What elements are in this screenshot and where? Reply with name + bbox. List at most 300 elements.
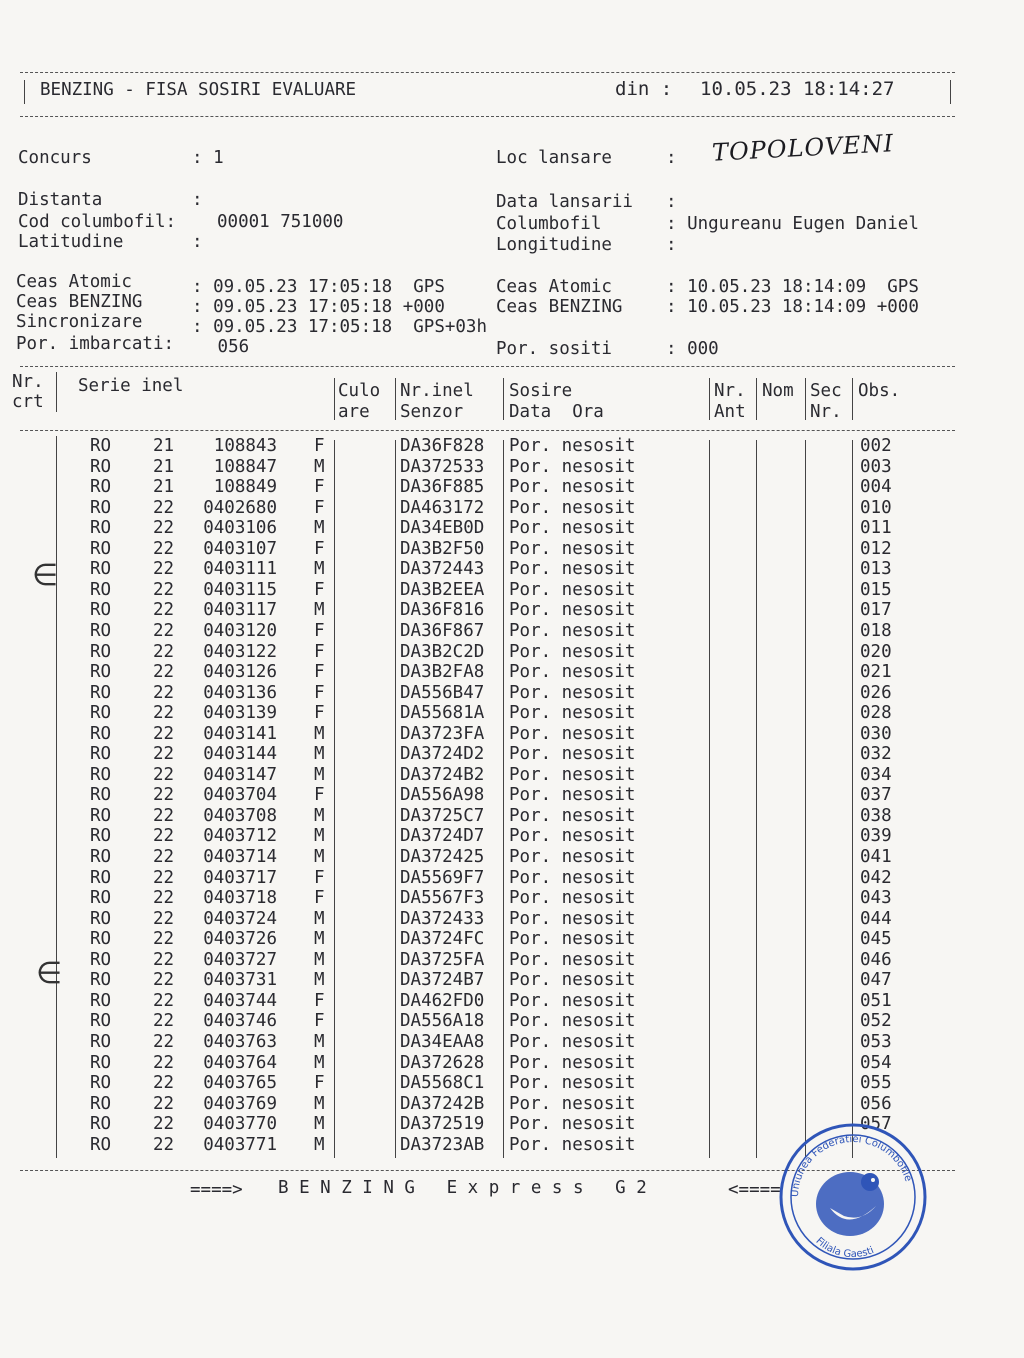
cell-tara: RO bbox=[90, 1114, 112, 1135]
cell-sosire: Por. nesosit bbox=[509, 600, 636, 621]
cell-nr: 0403144 bbox=[203, 744, 277, 765]
cell-an: 22 bbox=[153, 600, 175, 621]
cell-sosire: Por. nesosit bbox=[509, 682, 636, 703]
cell-sosire: Por. nesosit bbox=[509, 1031, 636, 1052]
table-row bbox=[0, 642, 1024, 663]
cell-senzor: DA3B2C2D bbox=[400, 641, 485, 662]
cell-an: 22 bbox=[153, 703, 175, 724]
cell-sosire: Por. nesosit bbox=[509, 456, 636, 477]
table-row bbox=[0, 1073, 1024, 1094]
cell-an: 22 bbox=[153, 826, 175, 847]
ceas-atomic-end-value: : 10.05.23 18:14:09 GPS bbox=[666, 277, 919, 297]
cell-sex: M bbox=[314, 1031, 325, 1052]
columbofil-value: : Ungureanu Eugen Daniel bbox=[666, 214, 919, 234]
table-row bbox=[0, 539, 1024, 560]
cell-tara: RO bbox=[90, 888, 112, 909]
cell-senzor: DA372425 bbox=[400, 847, 485, 867]
col-sosire-1: Sosire bbox=[509, 381, 573, 401]
data-lansarii-value: : bbox=[666, 192, 677, 212]
cell-obs: 041 bbox=[860, 847, 892, 867]
col-nr-crt-2: crt bbox=[12, 392, 44, 412]
cell-sex: F bbox=[314, 888, 325, 909]
cell-sosire: Por. nesosit bbox=[509, 477, 636, 498]
header-right-bar bbox=[950, 80, 951, 104]
report-date: 10.05.23 18:14:27 bbox=[700, 78, 895, 100]
col-nr-inel-2: Senzor bbox=[400, 402, 464, 422]
table-row bbox=[0, 559, 1024, 580]
cell-senzor: DA3B2EEA bbox=[400, 579, 485, 600]
cell-sosire: Por. nesosit bbox=[509, 723, 636, 744]
cell-sex: M bbox=[314, 1093, 325, 1114]
cell-obs: 018 bbox=[860, 620, 892, 641]
cell-senzor: DA3B2F50 bbox=[400, 538, 485, 559]
cell-nr: 0403712 bbox=[203, 826, 277, 847]
table-row bbox=[0, 929, 1024, 950]
cell-senzor: DA372443 bbox=[400, 559, 485, 580]
cell-nr: 0403115 bbox=[203, 579, 277, 600]
col-divider bbox=[395, 378, 396, 420]
table-row bbox=[0, 477, 1024, 498]
cod-columbofil-label: Cod columbofil: bbox=[18, 212, 177, 232]
cell-sex: F bbox=[314, 867, 325, 888]
cell-tara: RO bbox=[90, 1052, 112, 1073]
latitudine-value: : bbox=[192, 232, 203, 252]
table-row bbox=[0, 436, 1024, 457]
cell-sosire: Por. nesosit bbox=[509, 641, 636, 662]
cell-sex: F bbox=[314, 1073, 325, 1094]
cell-tara: RO bbox=[90, 497, 112, 518]
cell-obs: 026 bbox=[860, 682, 892, 703]
cell-obs: 047 bbox=[860, 970, 892, 991]
cell-sex: M bbox=[314, 805, 325, 826]
cell-nr: 0402680 bbox=[203, 497, 277, 518]
cell-sex: F bbox=[314, 703, 325, 724]
cell-tara: RO bbox=[90, 436, 112, 456]
cell-tara: RO bbox=[90, 518, 112, 539]
cell-sex: M bbox=[314, 1114, 325, 1135]
cell-sosire: Por. nesosit bbox=[509, 620, 636, 641]
cell-sex: M bbox=[314, 908, 325, 929]
cell-nr: 0403120 bbox=[203, 620, 277, 641]
stamp-text-top: Uniunea Federatiei Columbofile bbox=[789, 1133, 914, 1198]
cell-sex: M bbox=[314, 518, 325, 539]
cell-senzor: DA3723FA bbox=[400, 723, 485, 744]
cell-senzor: DA3724D7 bbox=[400, 826, 485, 847]
ceas-benzing-start-label: Ceas BENZING bbox=[16, 292, 143, 312]
ceas-atomic-start-label: Ceas Atomic bbox=[16, 272, 132, 292]
table-row bbox=[0, 518, 1024, 539]
cell-tara: RO bbox=[90, 559, 112, 580]
cell-sex: M bbox=[314, 764, 325, 785]
distanta-value: : bbox=[192, 190, 203, 210]
cell-tara: RO bbox=[90, 990, 112, 1011]
cell-sex: M bbox=[314, 600, 325, 621]
cell-sosire: Por. nesosit bbox=[509, 559, 636, 580]
cell-sosire: Por. nesosit bbox=[509, 579, 636, 600]
cell-an: 21 bbox=[153, 436, 175, 456]
cell-sex: F bbox=[314, 579, 325, 600]
cell-nr: 0403770 bbox=[203, 1114, 277, 1135]
cell-an: 22 bbox=[153, 970, 175, 991]
cell-tara: RO bbox=[90, 929, 112, 950]
cell-tara: RO bbox=[90, 538, 112, 559]
cell-an: 22 bbox=[153, 559, 175, 580]
cell-obs: 011 bbox=[860, 518, 892, 539]
col-divider bbox=[334, 378, 335, 420]
col-obs: Obs. bbox=[858, 381, 901, 401]
cell-senzor: DA463172 bbox=[400, 497, 485, 518]
cell-nr: 0403139 bbox=[203, 703, 277, 724]
cell-tara: RO bbox=[90, 641, 112, 662]
cell-obs: 012 bbox=[860, 538, 892, 559]
cell-sex: M bbox=[314, 559, 325, 580]
cell-obs: 030 bbox=[860, 723, 892, 744]
col-divider bbox=[805, 378, 806, 420]
cell-senzor: DA36F816 bbox=[400, 600, 485, 621]
cell-sex: M bbox=[314, 744, 325, 765]
col-nr-ant-2: Ant bbox=[714, 402, 746, 422]
cell-obs: 015 bbox=[860, 579, 892, 600]
cell-senzor: DA3723AB bbox=[400, 1134, 485, 1155]
cell-senzor: DA3724B7 bbox=[400, 970, 485, 991]
cell-sex: M bbox=[314, 847, 325, 867]
cell-an: 22 bbox=[153, 620, 175, 641]
cell-tara: RO bbox=[90, 1031, 112, 1052]
cell-an: 22 bbox=[153, 579, 175, 600]
cell-tara: RO bbox=[90, 1011, 112, 1032]
table-row bbox=[0, 744, 1024, 765]
cell-senzor: DA372628 bbox=[400, 1052, 485, 1073]
cell-an: 22 bbox=[153, 847, 175, 867]
table-row bbox=[0, 909, 1024, 930]
footer-left-arrow: ====> bbox=[190, 1180, 243, 1200]
stamp-text-bottom: Filiala Gaesti bbox=[813, 1235, 876, 1261]
table-row bbox=[0, 662, 1024, 683]
cell-tara: RO bbox=[90, 579, 112, 600]
cell-obs: 028 bbox=[860, 703, 892, 724]
cell-sex: F bbox=[314, 662, 325, 683]
cell-an: 22 bbox=[153, 764, 175, 785]
ceas-benzing-end-value: : 10.05.23 18:14:09 +000 bbox=[666, 297, 919, 317]
cell-nr: 0403765 bbox=[203, 1073, 277, 1094]
table-row bbox=[0, 785, 1024, 806]
cell-tara: RO bbox=[90, 867, 112, 888]
cell-obs: 044 bbox=[860, 908, 892, 929]
cell-senzor: DA556A18 bbox=[400, 1011, 485, 1032]
cell-tara: RO bbox=[90, 456, 112, 477]
cell-obs: 056 bbox=[860, 1093, 892, 1114]
cell-senzor: DA3725FA bbox=[400, 949, 485, 970]
header-divider bbox=[20, 116, 955, 117]
cell-nr: 0403726 bbox=[203, 929, 277, 950]
table-top-divider bbox=[20, 366, 955, 367]
cell-sex: M bbox=[314, 1134, 325, 1155]
col-nom: Nom bbox=[762, 381, 794, 401]
table-row bbox=[0, 991, 1024, 1012]
col-culoare-1: Culo bbox=[338, 381, 381, 401]
cell-tara: RO bbox=[90, 908, 112, 929]
porumbei-imbarcati-value: 056 bbox=[207, 337, 250, 357]
report-date-label: din : bbox=[615, 78, 673, 100]
top-divider bbox=[20, 72, 955, 73]
table-row bbox=[0, 600, 1024, 621]
footer-right-arrow: <==== bbox=[728, 1180, 781, 1200]
cell-tara: RO bbox=[90, 1134, 112, 1155]
cell-senzor: DA5567F3 bbox=[400, 888, 485, 909]
document-title: BENZING - FISA SOSIRI EVALUARE bbox=[40, 80, 357, 100]
latitudine-label: Latitudine bbox=[18, 232, 124, 252]
cell-tara: RO bbox=[90, 723, 112, 744]
ceas-benzing-start-value: : 09.05.23 17:05:18 +000 bbox=[192, 297, 445, 317]
cell-senzor: DA36F828 bbox=[400, 436, 485, 456]
ceas-benzing-end-label: Ceas BENZING bbox=[496, 297, 623, 317]
cell-sosire: Por. nesosit bbox=[509, 990, 636, 1011]
ceas-atomic-end-label: Ceas Atomic bbox=[496, 277, 612, 297]
table-row bbox=[0, 498, 1024, 519]
col-sec-2: Nr. bbox=[810, 402, 842, 422]
cell-senzor: DA3B2FA8 bbox=[400, 662, 485, 683]
header-left-bar bbox=[24, 80, 25, 104]
table-row bbox=[0, 724, 1024, 745]
cell-sosire: Por. nesosit bbox=[509, 908, 636, 929]
cell-nr: 0403111 bbox=[203, 559, 277, 580]
col-divider bbox=[756, 378, 757, 420]
sincronizare-value: : 09.05.23 17:05:18 GPS+03h bbox=[192, 317, 488, 337]
cell-sosire: Por. nesosit bbox=[509, 662, 636, 683]
cell-sex: F bbox=[314, 1011, 325, 1032]
cell-sosire: Por. nesosit bbox=[509, 1073, 636, 1094]
cell-sex: F bbox=[314, 990, 325, 1011]
concurs-value: : 1 bbox=[192, 148, 224, 168]
federation-stamp bbox=[778, 1122, 928, 1272]
cell-obs: 053 bbox=[860, 1031, 892, 1052]
cell-obs: 039 bbox=[860, 826, 892, 847]
cell-tara: RO bbox=[90, 826, 112, 847]
table-row bbox=[0, 847, 1024, 868]
cell-nr: 0403136 bbox=[203, 682, 277, 703]
cell-an: 22 bbox=[153, 805, 175, 826]
table-row bbox=[0, 1011, 1024, 1032]
cell-tara: RO bbox=[90, 1073, 112, 1094]
sincronizare-label: Sincronizare bbox=[16, 312, 143, 332]
cell-an: 22 bbox=[153, 1031, 175, 1052]
cell-senzor: DA36F885 bbox=[400, 477, 485, 498]
cod-columbofil-value: 00001 751000 bbox=[217, 212, 344, 232]
cell-tara: RO bbox=[90, 744, 112, 765]
cell-senzor: DA556B47 bbox=[400, 682, 485, 703]
cell-senzor: DA462FD0 bbox=[400, 990, 485, 1011]
col-nr-crt-1: Nr. bbox=[12, 372, 44, 392]
cell-senzor: DA36F867 bbox=[400, 620, 485, 641]
cell-sosire: Por. nesosit bbox=[509, 1052, 636, 1073]
cell-obs: 017 bbox=[860, 600, 892, 621]
table-row bbox=[0, 868, 1024, 889]
cell-nr: 0403141 bbox=[203, 723, 277, 744]
table-row bbox=[0, 950, 1024, 971]
cell-senzor: DA372533 bbox=[400, 456, 485, 477]
cell-sosire: Por. nesosit bbox=[509, 929, 636, 950]
cell-nr: 0403117 bbox=[203, 600, 277, 621]
cell-obs: 055 bbox=[860, 1073, 892, 1094]
cell-obs: 057 bbox=[860, 1114, 892, 1135]
cell-sex: M bbox=[314, 456, 325, 477]
cell-tara: RO bbox=[90, 764, 112, 785]
cell-sosire: Por. nesosit bbox=[509, 1093, 636, 1114]
cell-sosire: Por. nesosit bbox=[509, 970, 636, 991]
cell-sex: M bbox=[314, 970, 325, 991]
hand-mark-icon: ∈ bbox=[36, 956, 63, 991]
col-sosire-2: Data Ora bbox=[509, 402, 604, 422]
distanta-label: Distanta bbox=[18, 190, 103, 210]
cell-sosire: Por. nesosit bbox=[509, 744, 636, 765]
cell-sosire: Por. nesosit bbox=[509, 949, 636, 970]
ceas-atomic-start-value: : 09.05.23 17:05:18 GPS bbox=[192, 277, 445, 297]
cell-tara: RO bbox=[90, 949, 112, 970]
cell-senzor: DA34EAA8 bbox=[400, 1031, 485, 1052]
cell-obs: 052 bbox=[860, 1011, 892, 1032]
cell-an: 22 bbox=[153, 723, 175, 744]
cell-nr: 108843 bbox=[213, 436, 277, 456]
cell-nr: 0403717 bbox=[203, 867, 277, 888]
cell-nr: 0403126 bbox=[203, 662, 277, 683]
cell-sosire: Por. nesosit bbox=[509, 1011, 636, 1032]
table-row bbox=[0, 457, 1024, 478]
cell-obs: 038 bbox=[860, 805, 892, 826]
cell-nr: 0403769 bbox=[203, 1093, 277, 1114]
cell-tara: RO bbox=[90, 703, 112, 724]
cell-obs: 051 bbox=[860, 990, 892, 1011]
cell-obs: 054 bbox=[860, 1052, 892, 1073]
cell-senzor: DA3724B2 bbox=[400, 764, 485, 785]
table-row bbox=[0, 580, 1024, 601]
cell-sosire: Por. nesosit bbox=[509, 847, 636, 867]
cell-nr: 0403744 bbox=[203, 990, 277, 1011]
cell-sosire: Por. nesosit bbox=[509, 1114, 636, 1135]
cell-sex: M bbox=[314, 929, 325, 950]
cell-sex: M bbox=[314, 826, 325, 847]
cell-sosire: Por. nesosit bbox=[509, 805, 636, 826]
cell-sosire: Por. nesosit bbox=[509, 785, 636, 806]
table-row bbox=[0, 621, 1024, 642]
loc-lansare-label: Loc lansare bbox=[496, 148, 612, 168]
cell-nr: 108847 bbox=[213, 456, 277, 477]
cell-an: 22 bbox=[153, 785, 175, 806]
cell-obs: 010 bbox=[860, 497, 892, 518]
cell-nr: 0403106 bbox=[203, 518, 277, 539]
col-sec-1: Sec bbox=[810, 381, 842, 401]
cell-sosire: Por. nesosit bbox=[509, 538, 636, 559]
cell-obs: 003 bbox=[860, 456, 892, 477]
cell-nr: 0403764 bbox=[203, 1052, 277, 1073]
cell-sex: M bbox=[314, 1052, 325, 1073]
table-row bbox=[0, 1053, 1024, 1074]
col-divider bbox=[852, 378, 853, 420]
concurs-label: Concurs bbox=[18, 148, 92, 168]
cell-obs: 020 bbox=[860, 641, 892, 662]
cell-sex: F bbox=[314, 785, 325, 806]
cell-tara: RO bbox=[90, 600, 112, 621]
table-row bbox=[0, 970, 1024, 991]
cell-nr: 0403107 bbox=[203, 538, 277, 559]
cell-tara: RO bbox=[90, 970, 112, 991]
col-divider bbox=[709, 378, 710, 420]
cell-obs: 037 bbox=[860, 785, 892, 806]
cell-an: 22 bbox=[153, 518, 175, 539]
cell-sosire: Por. nesosit bbox=[509, 518, 636, 539]
cell-an: 22 bbox=[153, 1073, 175, 1094]
cell-senzor: DA3724D2 bbox=[400, 744, 485, 765]
longitudine-value: : bbox=[666, 235, 677, 255]
data-lansarii-label: Data lansarii bbox=[496, 192, 633, 212]
porumbei-sositi-label: Por. sositi bbox=[496, 339, 612, 359]
table-row bbox=[0, 703, 1024, 724]
cell-an: 22 bbox=[153, 1114, 175, 1135]
porumbei-sositi-value: : 000 bbox=[666, 339, 719, 359]
cell-obs: 032 bbox=[860, 744, 892, 765]
cell-obs: 013 bbox=[860, 559, 892, 580]
cell-nr: 0403708 bbox=[203, 805, 277, 826]
col-serie-inel: Serie inel bbox=[78, 376, 184, 396]
cell-obs: 021 bbox=[860, 662, 892, 683]
loc-lansare-handwritten: TOPOLOVENI bbox=[711, 129, 895, 167]
cell-an: 22 bbox=[153, 641, 175, 662]
col-divider bbox=[56, 372, 57, 412]
cell-an: 22 bbox=[153, 744, 175, 765]
cell-an: 22 bbox=[153, 867, 175, 888]
cell-obs: 002 bbox=[860, 436, 892, 456]
cell-nr: 108849 bbox=[213, 477, 277, 498]
cell-tara: RO bbox=[90, 682, 112, 703]
cell-an: 22 bbox=[153, 538, 175, 559]
cell-obs: 045 bbox=[860, 929, 892, 950]
table-row bbox=[0, 806, 1024, 827]
cell-an: 21 bbox=[153, 456, 175, 477]
porumbei-imbarcati-label: Por. imbarcati: bbox=[16, 334, 175, 354]
cell-nr: 0403731 bbox=[203, 970, 277, 991]
cell-tara: RO bbox=[90, 662, 112, 683]
cell-an: 22 bbox=[153, 990, 175, 1011]
col-nr-ant-1: Nr. bbox=[714, 381, 746, 401]
cell-sex: F bbox=[314, 497, 325, 518]
cell-senzor: DA55681A bbox=[400, 703, 485, 724]
cell-senzor: DA5568C1 bbox=[400, 1073, 485, 1094]
cell-sex: M bbox=[314, 949, 325, 970]
cell-sex: M bbox=[314, 723, 325, 744]
cell-an: 22 bbox=[153, 497, 175, 518]
col-culoare-2: are bbox=[338, 402, 370, 422]
cell-an: 22 bbox=[153, 929, 175, 950]
cell-nr: 0403122 bbox=[203, 641, 277, 662]
hand-mark-icon: ∈ bbox=[32, 558, 59, 593]
cell-senzor: DA37242B bbox=[400, 1093, 485, 1114]
table-header-divider bbox=[20, 430, 955, 431]
table-row bbox=[0, 826, 1024, 847]
cell-sosire: Por. nesosit bbox=[509, 826, 636, 847]
footer-brand: B E N Z I N G E x p r e s s G 2 bbox=[278, 1178, 647, 1198]
cell-senzor: DA556A98 bbox=[400, 785, 485, 806]
cell-sex: F bbox=[314, 477, 325, 498]
cell-sex: F bbox=[314, 682, 325, 703]
cell-sex: F bbox=[314, 436, 325, 456]
cell-nr: 0403727 bbox=[203, 949, 277, 970]
cell-tara: RO bbox=[90, 620, 112, 641]
cell-sosire: Por. nesosit bbox=[509, 703, 636, 724]
cell-an: 22 bbox=[153, 949, 175, 970]
cell-tara: RO bbox=[90, 477, 112, 498]
svg-text:Filiala Gaesti bbox=[813, 1236, 875, 1260]
cell-obs: 034 bbox=[860, 764, 892, 785]
cell-senzor: DA372519 bbox=[400, 1114, 485, 1135]
